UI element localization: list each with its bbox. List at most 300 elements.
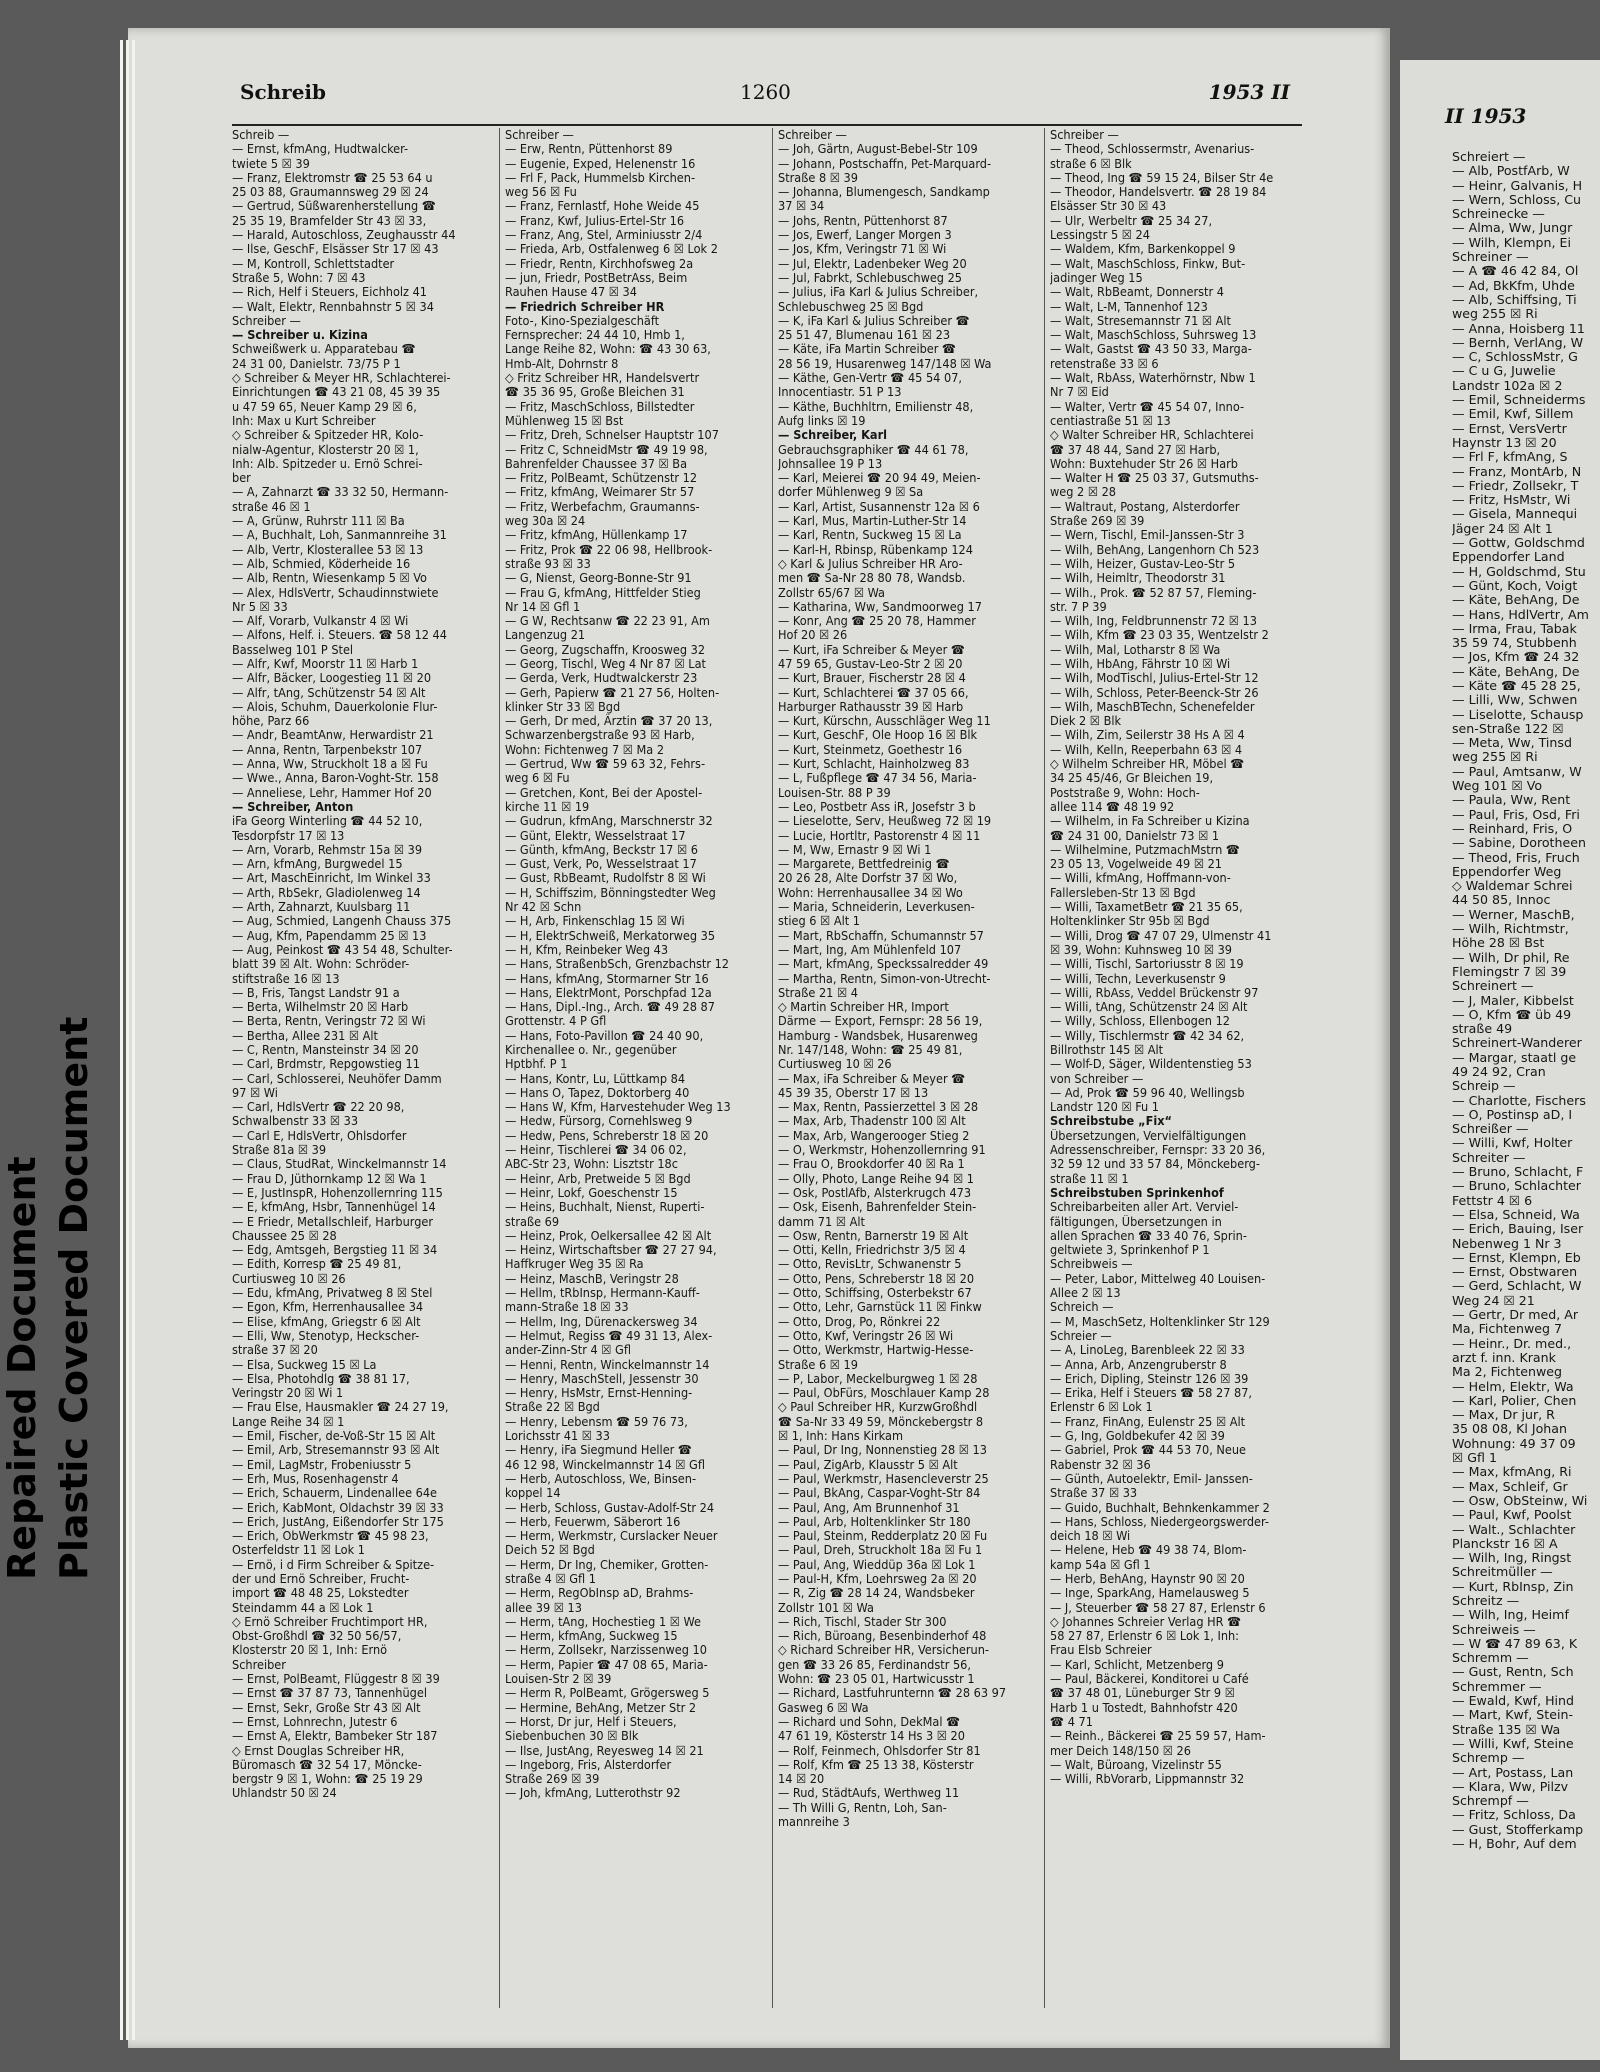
page-number: 1260 xyxy=(740,80,791,104)
directory-entry-line: — Aug, Schmied, Langenh Chauss 375 xyxy=(232,914,452,929)
directory-entry-line: — Wilh, Heizer, Gustav-Leo-Str 5 xyxy=(1050,556,1236,571)
facing-entry-line: — Gisela, Mannequi xyxy=(1452,506,1578,522)
directory-entry-line: — Heinr, Lokf, Goeschenstr 15 xyxy=(505,1185,678,1200)
directory-entry-line: ◇ Wilhelm Schreiber HR, Möbel ☎ xyxy=(1050,757,1245,772)
directory-entry-line: — Fritz, PolBeamt, Schützenstr 12 xyxy=(505,471,698,486)
directory-entry-line: Schreibarbeiten aller Art. Verviel- xyxy=(1050,1200,1239,1215)
directory-entry-line: — Herm, Papier ☎ 47 08 65, Maria- xyxy=(505,1657,708,1672)
entry-heading: — Schreiber, Karl xyxy=(778,428,888,443)
facing-entry-line: Schreinert — xyxy=(1452,978,1534,994)
directory-entry-line: 25 51 47, Blumenau 161 ☒ 23 xyxy=(778,328,951,343)
facing-entry-line: Wohnung: 49 37 09 xyxy=(1452,1435,1576,1451)
directory-entry-line: — Gerda, Verk, Hudtwalckerstr 23 xyxy=(505,671,698,686)
directory-entry-line: — Otto, RevisLtr, Schwanenstr 5 xyxy=(778,1257,962,1272)
directory-entry-line: ☎ 37 48 01, Lüneburger Str 9 ☒ xyxy=(1050,1686,1235,1701)
header-rule xyxy=(232,124,1302,126)
directory-entry-line: — Edg, Amtsgeh, Bergstieg 11 ☒ 34 xyxy=(232,1243,438,1258)
directory-entry-line: Adressenschreiber, Fernspr: 33 20 36, xyxy=(1050,1143,1266,1158)
facing-entry-line: Eppendorfer Land xyxy=(1452,549,1565,565)
directory-entry-line: — Carl E, HdlsVertr, Ohlsdorfer xyxy=(232,1128,407,1143)
directory-entry-line: ☒ 1, Inh: Hans Kirkam xyxy=(778,1429,903,1444)
directory-entry-line: — Andr, BeamtAnw, Herwardistr 21 xyxy=(232,728,434,743)
facing-entry-line: — Max, kfmAng, Ri xyxy=(1452,1464,1572,1480)
directory-entry-line: — Kurt, iFa Schreiber & Meyer ☎ xyxy=(778,642,966,657)
entry-heading: — Schreiber u. Kizina xyxy=(232,328,368,343)
facing-entry-line: — Margar, staatl ge xyxy=(1452,1049,1577,1065)
facing-entry-line: Schreinert-Wanderer xyxy=(1452,1035,1582,1051)
directory-entry-line: Obst-Großhdl ☎ 32 50 56/57, xyxy=(232,1629,402,1644)
directory-entry-line: — Georg, Zugschaffn, Kroosweg 32 xyxy=(505,642,706,657)
directory-entry-line: — Jul, Fabrkt, Schlebuschweg 25 xyxy=(778,270,963,285)
directory-entry-line: 46 12 98, Winckelmannstr 14 ☒ Gfl xyxy=(505,1457,705,1472)
directory-entry-line: nialw-Agentur, Klosterstr 20 ☒ 1, xyxy=(232,442,419,457)
directory-entry-line: — Joh, Gärtn, August-Bebel-Str 109 xyxy=(778,142,978,157)
facing-entry-line: — Irma, Frau, Tabak xyxy=(1452,620,1577,636)
facing-entry-line: — Wilh, Ing, Heimf xyxy=(1452,1607,1569,1623)
directory-entry-line: ◇ Johannes Schreier Verlag HR ☎ xyxy=(1050,1614,1242,1629)
directory-entry-line: — Edith, Korresp ☎ 25 49 81, xyxy=(232,1257,402,1272)
directory-entry-line: — Herm, Werkmstr, Curslacker Neuer xyxy=(505,1529,718,1544)
directory-entry-line: — Karl, Mus, Martin-Luther-Str 14 xyxy=(778,514,967,529)
directory-entry-line: — R, Zig ☎ 28 14 24, Wandsbeker xyxy=(778,1586,975,1601)
directory-entry-line: — Frau D, Jüthornkamp 12 ☒ Wa 1 xyxy=(232,1171,427,1186)
directory-entry-line: — Willi, TaxametBetr ☎ 21 35 65, xyxy=(1050,900,1243,915)
directory-entry-line: Curtiusweg 10 ☒ 26 xyxy=(778,1057,892,1072)
directory-entry-line: ◇ Karl & Julius Schreiber HR Aro- xyxy=(778,556,963,571)
directory-entry-line: Schwarzenbergstraße 93 ☒ Harb, xyxy=(505,728,695,743)
directory-entry-line: — Henry, HsMstr, Ernst-Henning- xyxy=(505,1386,693,1401)
directory-entry-line: Zollstr 101 ☒ Wa xyxy=(778,1600,874,1615)
facing-entry-line: Landstr 102a ☒ 2 xyxy=(1452,377,1563,393)
facing-entry-line: Schreip — xyxy=(1452,1078,1516,1094)
directory-entry-line: — Richard, Lastfuhrunternn ☎ 28 63 97 xyxy=(778,1686,1007,1701)
directory-entry-line: Straße 81a ☒ 39 xyxy=(232,1143,327,1158)
directory-entry-line: — Karl, Meierei ☎ 20 94 49, Meien- xyxy=(778,471,981,486)
directory-entry-line: — Martha, Rentn, Simon-von-Utrecht- xyxy=(778,971,991,986)
directory-entry-line: — Wilhelmine, PutzmachMstrn ☎ xyxy=(1050,842,1241,857)
directory-entry-line: Hof 20 ☒ 26 xyxy=(778,628,848,643)
directory-entry-line: — Willy, Schloss, Ellenbogen 12 xyxy=(1050,1014,1230,1029)
directory-entry-line: — Carl, HdlsVertr ☎ 22 20 98, xyxy=(232,1100,405,1115)
directory-entry-line: Schreich — xyxy=(1050,1300,1114,1315)
facing-entry-line: Schremm — xyxy=(1452,1650,1529,1666)
directory-entry-line: — M, Kontroll, Schlettstadter xyxy=(232,256,395,271)
directory-entry-line: — Frau G, kfmAng, Hittfelder Stieg xyxy=(505,585,701,600)
directory-entry-line: — Anna, Arb, Anzengruberstr 8 xyxy=(1050,1357,1227,1372)
facing-entry-line: Ma, Fichtenweg 7 xyxy=(1452,1321,1563,1337)
facing-entry-line: — Charlotte, Fischers xyxy=(1452,1092,1586,1108)
directory-entry-line: — M, MaschSetz, Holtenklinker Str 129 xyxy=(1050,1314,1270,1329)
directory-entry-line: — Henry, Lebensm ☎ 59 76 73, xyxy=(505,1414,688,1429)
directory-entry-line: Rabenstr 32 ☒ 36 xyxy=(1050,1457,1151,1472)
directory-entry-line: Holtenklinker Str 95b ☒ Bgd xyxy=(1050,914,1210,929)
directory-entry-line: — Erich, ObWerkmstr ☎ 45 98 23, xyxy=(232,1529,429,1544)
directory-entry-line: — Frl F, Pack, Hummelsb Kirchen- xyxy=(505,170,696,185)
directory-entry-line: Billrothstr 145 ☒ Alt xyxy=(1050,1043,1164,1057)
directory-entry-line: Harb 1 u Tostedt, Bahnhofstr 420 xyxy=(1050,1700,1238,1715)
directory-entry-line: Straße 22 ☒ Bgd xyxy=(505,1400,600,1415)
directory-entry-line: mannreihe 3 xyxy=(778,1815,850,1830)
directory-entry-line: — Karl, Schlicht, Metzenberg 9 xyxy=(1050,1657,1224,1672)
directory-entry-line: — L, Fußpflege ☎ 47 34 56, Maria- xyxy=(778,771,977,786)
directory-entry-line: ◇ Fritz Schreiber HR, Handelsvertr xyxy=(505,371,700,386)
directory-entry-line: centiastraße 51 ☒ 13 xyxy=(1050,413,1171,428)
directory-entry-line: — Kurt, Schlacht, Hainholzweg 83 xyxy=(778,757,970,772)
directory-entry-line: 34 25 45/46, Gr Bleichen 19, xyxy=(1050,771,1214,786)
directory-entry-line: — Willi, Tischl, Sartoriusstr 8 ☒ 19 xyxy=(1050,957,1244,972)
directory-entry-line: Wohn: Herrenhausallee 34 ☒ Wo xyxy=(778,885,963,900)
facing-entry-line: — O, Postinsp aD, I xyxy=(1452,1106,1573,1122)
facing-entry-line: — Gerd, Schlacht, W xyxy=(1452,1278,1582,1294)
facing-entry-line: Weg 24 ☒ 21 xyxy=(1452,1292,1535,1308)
directory-entry-line: 23 05 13, Vogelweide 49 ☒ 21 xyxy=(1050,857,1222,872)
directory-entry-line: ABC-Str 23, Wohn: Lisztstr 18c xyxy=(505,1157,678,1172)
directory-entry-line: straße 11 ☒ 1 xyxy=(1050,1171,1129,1186)
directory-entry-line: — Kurt, Steinmetz, Goethestr 16 xyxy=(778,742,963,757)
directory-entry-line: — Herm, tAng, Hochestieg 1 ☒ We xyxy=(505,1614,701,1629)
directory-entry-line: — Erich, JustAng, Eißendorfer Str 175 xyxy=(232,1514,444,1529)
directory-entry-line: — H, Schiffszim, Bönningstedter Weg xyxy=(505,885,716,900)
directory-entry-line: — Gust, Verk, Po, Wesselstraat 17 xyxy=(505,857,697,872)
directory-entry-line: — Franz, Fernlastf, Hohe Weide 45 xyxy=(505,199,700,214)
directory-entry-line: — Wilh, Zim, Seilerstr 38 Hs A ☒ 4 xyxy=(1050,728,1245,743)
directory-entry-line: — Kurt, GeschF, Ole Hoop 16 ☒ Blk xyxy=(778,728,978,743)
directory-entry-line: — Kurt, Schlachterei ☎ 37 05 66, xyxy=(778,685,969,700)
directory-entry-line: Straße 5, Wohn: 7 ☒ 43 xyxy=(232,270,366,285)
directory-entry-line: — Wilh, Kfm ☎ 23 03 35, Wentzelstr 2 xyxy=(1050,628,1269,643)
directory-entry-line: — Herm R, PolBeamt, Grögersweg 5 xyxy=(505,1686,710,1701)
directory-entry-line: iFa Georg Winterling ☎ 44 52 10, xyxy=(232,814,423,829)
facing-entry-line: — Werner, MaschB, xyxy=(1452,906,1575,922)
directory-entry-line: — Alfons, Helf. i. Steuers. ☎ 58 12 44 xyxy=(232,628,447,643)
directory-entry-line: — Ulr, Werbeltr ☎ 25 34 27, xyxy=(1050,213,1213,228)
directory-column-4 xyxy=(1050,128,1312,2018)
directory-entry-line: Straße 269 ☒ 39 xyxy=(505,1772,600,1787)
directory-entry-line: 25 35 19, Bramfelder Str 43 ☒ 33, xyxy=(232,213,427,228)
directory-entry-line: Johnsallee 19 P 13 xyxy=(778,456,883,471)
facing-page-column xyxy=(1452,150,1600,2030)
directory-entry-line: — Walt, Büroang, Vizelinstr 55 xyxy=(1050,1757,1222,1772)
directory-entry-line: Deich 52 ☒ Bgd xyxy=(505,1543,595,1558)
facing-entry-line: — Wilh, Richtmstr, xyxy=(1452,921,1569,937)
directory-entry-line: — Paul, BkAng, Caspar-Voght-Str 84 xyxy=(778,1486,981,1501)
facing-entry-line: Schreinecke — xyxy=(1452,206,1545,222)
directory-entry-line: weg 30a ☒ 24 xyxy=(505,514,586,529)
directory-entry-line: — Paul, ObFürs, Moschlauer Kamp 28 xyxy=(778,1386,990,1401)
directory-entry-line: Lorichsstr 41 ☒ 33 xyxy=(505,1429,610,1444)
directory-entry-line: import ☎ 48 48 25, Lokstedter xyxy=(232,1586,409,1601)
facing-entry-line: — Walt., Schlachter xyxy=(1452,1521,1576,1537)
directory-entry-line: Hptbhf. P 1 xyxy=(505,1057,568,1072)
directory-entry-line: — O, Werkmstr, Hohenzollernring 91 xyxy=(778,1143,986,1158)
directory-entry-line: — Heinz, Prok, Oelkersallee 42 ☒ Alt xyxy=(505,1228,712,1243)
directory-entry-line: — Wilh, HbAng, Fährstr 10 ☒ Wi xyxy=(1050,656,1231,671)
directory-entry-line: — Berta, Rentn, Veringstr 72 ☒ Wi xyxy=(232,1014,426,1029)
directory-entry-line: Schwalbenstr 33 ☒ 33 xyxy=(232,1114,359,1129)
directory-entry-line: — Fritz, Prok ☎ 22 06 98, Hellbrook- xyxy=(505,542,713,557)
directory-entry-line: — E, JustInspR, Hohenzollernring 115 xyxy=(232,1185,443,1200)
facing-entry-line: 49 24 92, Cran xyxy=(1452,1064,1546,1079)
directory-entry-line: ◇ Walter Schreiber HR, Schlachterei xyxy=(1050,428,1254,443)
directory-entry-line: — Erich, Dipling, Steinstr 126 ☒ 39 xyxy=(1050,1371,1249,1386)
directory-entry-line: — Osk, PostlAfb, Alsterkrugch 473 xyxy=(778,1185,972,1200)
column-separator xyxy=(499,128,500,2008)
directory-entry-line: — Waldem, Kfm, Barkenkoppel 9 xyxy=(1050,242,1236,257)
directory-entry-line: kirche 11 ☒ 19 xyxy=(505,799,590,814)
directory-entry-line: Schreiber — xyxy=(778,128,847,142)
facing-entry-line: straße 49 xyxy=(1452,1021,1513,1037)
directory-entry-line: — Paul, Arb, Holtenklinker Str 180 xyxy=(778,1514,971,1529)
facing-entry-line: — Ewald, Kwf, Hind xyxy=(1452,1693,1575,1709)
directory-entry-line: Büromasch ☎ 32 54 17, Möncke- xyxy=(232,1757,422,1772)
facing-entry-line: — Heinr., Dr. med., xyxy=(1452,1335,1572,1351)
facing-entry-line: arzt f. inn. Krank xyxy=(1452,1349,1556,1365)
directory-entry-line: — Anna, Ww, Struckholt 18 a ☒ Fu xyxy=(232,757,428,772)
directory-entry-line: jadinger Weg 15 xyxy=(1050,270,1143,285)
directory-entry-line: — Jos, Ewerf, Langer Morgen 3 xyxy=(778,228,952,243)
directory-entry-line: — Bertha, Allee 231 ☒ Alt xyxy=(232,1028,378,1043)
directory-entry-line: — Walt, RbAss, Waterhörnstr, Nbw 1 xyxy=(1050,371,1256,386)
directory-entry-line: — Gerh, Papierw ☎ 21 27 56, Holten- xyxy=(505,685,720,700)
directory-entry-line: allee 39 ☒ 13 xyxy=(505,1600,582,1615)
directory-entry-line: — Willi, tAng, Schützenstr 24 ☒ Alt xyxy=(1050,1000,1248,1015)
directory-entry-line: — Fritz, kfmAng, Weimarer Str 57 xyxy=(505,485,695,500)
directory-entry-line: 24 31 00, Danielstr. 73/75 P 1 xyxy=(232,356,401,371)
directory-entry-line: — A, Buchhalt, Loh, Sanmannreihe 31 xyxy=(232,528,447,543)
directory-entry-line: deich 18 ☒ Wi xyxy=(1050,1529,1131,1544)
facing-entry-line: — Alma, Ww, Jungr xyxy=(1452,220,1573,236)
directory-entry-line: — Hans O, Tapez, Doktorberg 40 xyxy=(505,1085,690,1100)
directory-entry-line: — Otto, Lehr, Garnstück 11 ☒ Finkw xyxy=(778,1300,982,1315)
directory-entry-line: Einrichtungen ☎ 43 21 08, 45 39 35 xyxy=(232,385,441,400)
directory-entry-line: — Horst, Dr jur, Helf i Steuers, xyxy=(505,1714,677,1729)
facing-entry-line: — A ☎ 46 42 84, Ol xyxy=(1452,263,1579,279)
directory-entry-line: Hamburg - Wandsbek, Husarenweg xyxy=(778,1028,978,1043)
directory-entry-line: kamp 54a ☒ Gfl 1 xyxy=(1050,1557,1151,1572)
directory-entry-line: Fallersleben-Str 13 ☒ Bgd xyxy=(1050,885,1196,900)
directory-entry-line: — Rud, StädtAufs, Werthweg 11 xyxy=(778,1786,960,1801)
directory-entry-line: — Katharina, Ww, Sandmoorweg 17 xyxy=(778,599,982,614)
directory-entry-line: — Karl, Artist, Susannenstr 12a ☒ 6 xyxy=(778,499,980,514)
repair-stamp xyxy=(0,980,120,1580)
directory-entry-line: Därme — Export, Fernspr: 28 56 19, xyxy=(778,1014,983,1029)
directory-entry-line: — Erh, Mus, Rosenhagenstr 4 xyxy=(232,1471,399,1486)
facing-entry-line: Nebenweg 1 Nr 3 xyxy=(1452,1235,1562,1251)
directory-entry-line: — Arth, Zahnarzt, Kuulsbarg 11 xyxy=(232,900,411,915)
facing-entry-line: Ma 2, Fichtenweg xyxy=(1452,1364,1563,1380)
directory-entry-line: — Anneliese, Lehr, Hammer Hof 20 xyxy=(232,785,432,800)
directory-entry-line: — Helmut, Regiss ☎ 49 31 13, Alex- xyxy=(505,1328,713,1343)
directory-entry-line: — Alb, Rentn, Wiesenkamp 5 ☒ Vo xyxy=(232,571,427,586)
facing-entry-line: Höhe 28 ☒ Bst xyxy=(1452,935,1545,951)
directory-entry-line: — Franz, Elektromstr ☎ 25 53 64 u xyxy=(232,170,433,185)
directory-entry-line: straße 46 ☒ 1 xyxy=(232,499,311,514)
directory-entry-line: — Willi, kfmAng, Hoffmann-von- xyxy=(1050,871,1231,886)
directory-entry-line: Nr. 147/148, Wohn: ☎ 25 49 81, xyxy=(778,1043,963,1057)
directory-entry-line: — Leo, Postbetr Ass iR, Josefstr 3 b xyxy=(778,799,976,814)
directory-entry-line: Wohn: ☎ 23 05 01, Hartwicusstr 1 xyxy=(778,1672,975,1687)
directory-entry-line: — B, Fris, Tangst Landstr 91 a xyxy=(232,985,400,1000)
facing-entry-line: — Gust, Rentn, Sch xyxy=(1452,1664,1574,1680)
directory-entry-line: — Wilh, ModTischl, Julius-Ertel-Str 12 xyxy=(1050,671,1259,686)
header-year-volume: 1953 II xyxy=(1208,80,1290,104)
directory-entry-line: twiete 5 ☒ 39 xyxy=(232,156,310,171)
directory-entry-line: — Osw, Rentn, Barnerstr 19 ☒ Alt xyxy=(778,1228,969,1243)
directory-entry-line: — Walt, MaschSchloss, Finkw, But- xyxy=(1050,256,1246,271)
directory-entry-line: — Aug, Peinkost ☎ 43 54 48, Schulter- xyxy=(232,942,453,957)
directory-entry-line: — Hermine, BehAng, Metzer Str 2 xyxy=(505,1700,697,1715)
directory-entry-line: — Aug, Kfm, Papendamm 25 ☒ 13 xyxy=(232,928,427,943)
directory-entry-line: — Otto, Werkmstr, Hartwig-Hesse- xyxy=(778,1343,974,1358)
directory-entry-line: — Henry, iFa Siegmund Heller ☎ xyxy=(505,1443,693,1458)
directory-entry-line: — Paul, ZigArb, Klausstr 5 ☒ Alt xyxy=(778,1457,958,1472)
directory-entry-line: — Alfr, Kwf, Moorstr 11 ☒ Harb 1 xyxy=(232,656,419,671)
directory-entry-line: — A, LinoLeg, Barenbleek 22 ☒ 33 xyxy=(1050,1343,1245,1358)
facing-entry-line: ☒ Gfl 1 xyxy=(1452,1450,1498,1466)
directory-entry-line: — Paul, Dreh, Struckholt 18a ☒ Fu 1 xyxy=(778,1543,983,1558)
directory-entry-line: — Frau Else, Hausmakler ☎ 24 27 19, xyxy=(232,1400,449,1415)
facing-entry-line: — Lilli, Ww, Schwen xyxy=(1452,692,1578,708)
directory-entry-line: — Carl, Brdmstr, Repgowstieg 11 xyxy=(232,1057,420,1072)
directory-entry-line: — Hans, Dipl.-Ing., Arch. ☎ 49 28 87 xyxy=(505,1000,715,1015)
directory-entry-line: — Otto, Pens, Schreberstr 18 ☒ 20 xyxy=(778,1271,975,1286)
facing-entry-line: — H, Bohr, Auf dem xyxy=(1452,1836,1577,1852)
directory-entry-line: — Friedr, Rentn, Kirchhofsweg 2a xyxy=(505,256,694,271)
facing-entry-line: — Günt, Koch, Voigt xyxy=(1452,577,1578,593)
facing-entry-line: — Käte ☎ 45 28 25, xyxy=(1452,677,1581,693)
stamp-line-repaired: Repaired Document xyxy=(0,1156,44,1580)
directory-entry-line: ☎ 35 36 95, Große Bleichen 31 xyxy=(505,385,685,400)
directory-entry-line: Haffkruger Weg 35 ☒ Ra xyxy=(505,1257,644,1272)
directory-entry-line: — Emil, LagMstr, Frobeniusstr 5 xyxy=(232,1457,412,1472)
directory-entry-line: — Paul, Dr Ing, Nonnenstieg 28 ☒ 13 xyxy=(778,1443,987,1458)
directory-entry-line: 58 27 87, Erlenstr 6 ☒ Lok 1, Inh: xyxy=(1050,1629,1240,1644)
directory-entry-line: — Walt, L-M, Tannenhof 123 xyxy=(1050,299,1208,314)
facing-entry-line: — Klara, Ww, Pilzv xyxy=(1452,1778,1569,1794)
directory-entry-line: u 47 59 65, Neuer Kamp 29 ☒ 6, xyxy=(232,399,417,414)
directory-entry-line: Harburger Rathausstr 39 ☒ Harb xyxy=(778,699,964,714)
directory-entry-line: — Eugenie, Exped, Helenenstr 16 xyxy=(505,156,696,171)
directory-entry-line: — Harald, Autoschloss, Zeughausstr 44 xyxy=(232,228,456,243)
directory-entry-line: — Willi, Techn, Leverkusenstr 9 xyxy=(1050,971,1226,986)
facing-entry-line: — Paul, Fris, Osd, Fri xyxy=(1452,806,1580,822)
directory-entry-line: Wohn: Buxtehuder Str 26 ☒ Harb xyxy=(1050,456,1239,471)
directory-entry-line: Schreiber — xyxy=(1050,128,1119,142)
facing-entry-line: — Anna, Hoisberg 11 xyxy=(1452,320,1585,336)
facing-entry-line: — Gottw, Goldschmd xyxy=(1452,535,1585,551)
directory-entry-line: Gasweg 6 ☒ Wa xyxy=(778,1700,869,1715)
facing-entry-line: Flemingstr 7 ☒ 39 xyxy=(1452,963,1567,979)
directory-entry-line: — Walt, Gastst ☎ 43 50 33, Marga- xyxy=(1050,342,1252,357)
facing-entry-line: — Emil, Schneiderms xyxy=(1452,392,1586,408)
directory-entry-line: der und Ernö Schreiber, Frucht- xyxy=(232,1571,410,1586)
facing-entry-line: Schreiter — xyxy=(1452,1149,1526,1165)
facing-entry-line: Schreitmüller — xyxy=(1452,1564,1553,1580)
directory-entry-line: — Georg, Tischl, Weg 4 Nr 87 ☒ Lat xyxy=(505,656,706,671)
directory-entry-line: — Kurt, Kürschn, Ausschläger Weg 11 xyxy=(778,714,991,729)
entry-heading: Schreibstube „Fix“ xyxy=(1050,1114,1173,1129)
directory-entry-line: — Emil, Fischer, de-Voß-Str 15 ☒ Alt xyxy=(232,1429,436,1444)
directory-entry-line: — Walt, Stresemannstr 71 ☒ Alt xyxy=(1050,313,1231,328)
header-keyword: Schreib xyxy=(240,80,327,104)
directory-entry-line: Osterfeldstr 11 ☒ Lok 1 xyxy=(232,1543,365,1558)
directory-entry-line: Schreibweis — xyxy=(1050,1257,1133,1272)
directory-entry-line: geltwiete 3, Sprinkenhof P 1 xyxy=(1050,1243,1210,1258)
directory-entry-line: Nr 14 ☒ Gfl 1 xyxy=(505,599,581,614)
directory-entry-line: — Anna, Rentn, Tarpenbekstr 107 xyxy=(232,742,423,757)
facing-entry-line: — Friedr, Zollsekr, T xyxy=(1452,477,1579,493)
facing-entry-line: — Sabine, Dorotheen xyxy=(1452,835,1586,851)
directory-entry-line: ☎ 37 48 44, Sand 27 ☒ Harb, xyxy=(1050,442,1221,457)
column-separator xyxy=(772,128,773,2008)
directory-entry-line: ◇ Richard Schreiber HR, Versicherun- xyxy=(778,1643,989,1658)
directory-entry-line: 47 61 19, Kösterstr 14 Hs 3 ☒ 20 xyxy=(778,1729,965,1744)
directory-entry-line: ◇ Ernst Douglas Schreiber HR, xyxy=(232,1743,405,1758)
directory-entry-line: — Herm, kfmAng, Suckweg 15 xyxy=(505,1629,678,1644)
facing-entry-line: — Erich, Bauing, Iser xyxy=(1452,1221,1584,1237)
directory-entry-line: — Willy, Tischlermstr ☎ 42 34 62, xyxy=(1050,1028,1245,1043)
entry-heading: — Friedrich Schreiber HR xyxy=(505,299,665,314)
directory-entry-line: — Ernst, Sekr, Große Str 43 ☒ Alt xyxy=(232,1700,421,1715)
directory-entry-line: — Fritz, kfmAng, Hüllenkamp 17 xyxy=(505,528,688,543)
directory-entry-line: — K, iFa Karl & Julius Schreiber ☎ xyxy=(778,313,970,328)
facing-entry-line: — Liselotte, Schausp xyxy=(1452,706,1584,722)
directory-column-1 xyxy=(232,128,494,2018)
directory-entry-line: — Otto, Schiffsing, Osterbekstr 67 xyxy=(778,1286,972,1301)
directory-entry-line: — Margarete, Bettfedreinig ☎ xyxy=(778,857,950,872)
directory-entry-line: — Paul, Steinm, Redderplatz 20 ☒ Fu xyxy=(778,1529,988,1544)
directory-entry-line: 20 26 28, Alte Dorfstr 37 ☒ Wo, xyxy=(778,871,958,886)
directory-entry-line: — Johann, Postschaffn, Pet-Marquard- xyxy=(778,156,992,171)
facing-entry-line: — Paul, Kwf, Poolst xyxy=(1452,1507,1572,1523)
directory-entry-line: — Reinh., Bäckerei ☎ 25 59 57, Ham- xyxy=(1050,1729,1266,1744)
directory-entry-line: — Ingeborg, Fris, Alsterdorfer xyxy=(505,1757,672,1772)
directory-entry-line: — Heinr, Arb, Pretweide 5 ☒ Bgd xyxy=(505,1171,691,1186)
facing-entry-line: Schreißer — xyxy=(1452,1121,1529,1137)
facing-entry-line: — Willi, Kwf, Steine xyxy=(1452,1735,1574,1751)
directory-entry-line: Klosterstr 20 ☒ 1, Inh: Ernö xyxy=(232,1643,388,1658)
directory-entry-line: — Franz, FinAng, Eulenstr 25 ☒ Alt xyxy=(1050,1414,1246,1429)
directory-entry-line: straße 69 xyxy=(505,1214,560,1229)
directory-entry-line: Straße 8 ☒ 39 xyxy=(778,170,858,185)
directory-entry-line: — jun, Friedr, PostBetrAss, Beim xyxy=(505,270,688,285)
facing-entry-line: — Wilh, Dr phil, Re xyxy=(1452,949,1570,965)
directory-entry-line: — Hans, Schloss, Niedergeorgswerder- xyxy=(1050,1514,1269,1529)
facing-entry-line: Fettstr 4 ☒ 6 xyxy=(1452,1192,1533,1208)
directory-entry-line: — Ernst A, Elektr, Bambeker Str 187 xyxy=(232,1729,438,1744)
facing-entry-line: — W ☎ 47 89 63, K xyxy=(1452,1635,1578,1651)
directory-entry-line: weg 2 ☒ 28 xyxy=(1050,485,1117,500)
directory-entry-line: — Egon, Kfm, Herrenhausallee 34 xyxy=(232,1300,424,1315)
facing-entry-line: — Ernst, Obstwaren xyxy=(1452,1264,1578,1280)
directory-entry-line: — Alb, Schmied, Köderheide 16 xyxy=(232,556,411,571)
directory-entry-line: — Wilhelm, in Fa Schreiber u Kizina xyxy=(1050,814,1250,829)
directory-entry-line: Foto-, Kino-Spezialgeschäft xyxy=(505,313,660,328)
directory-entry-line: höhe, Parz 66 xyxy=(232,714,310,729)
facing-entry-line: Jäger 24 ☒ Alt 1 xyxy=(1452,520,1553,536)
directory-entry-line: Straße 37 ☒ 33 xyxy=(1050,1486,1138,1501)
directory-entry-line: — C, Rentn, Mansteinstr 34 ☒ 20 xyxy=(232,1043,419,1057)
directory-entry-line: — Wolf-D, Säger, Wildentenstieg 53 xyxy=(1050,1057,1252,1072)
directory-entry-line: — Max, iFa Schreiber & Meyer ☎ xyxy=(778,1071,966,1086)
directory-entry-line: — Herm, Zollsekr, Narzissenweg 10 xyxy=(505,1643,707,1658)
facing-entry-line: weg 255 ☒ Ri xyxy=(1452,749,1538,765)
directory-entry-line: weg 6 ☒ Fu xyxy=(505,771,570,786)
directory-entry-line: Inh: Alb. Spitzeder u. Ernö Schrei- xyxy=(232,456,423,471)
facing-entry-line: — Bernh, VerlAng, W xyxy=(1452,334,1584,350)
directory-entry-line: Poststraße 9, Wohn: Hoch- xyxy=(1050,785,1200,800)
facing-entry-line: — Gust, Stofferkamp xyxy=(1452,1821,1584,1837)
